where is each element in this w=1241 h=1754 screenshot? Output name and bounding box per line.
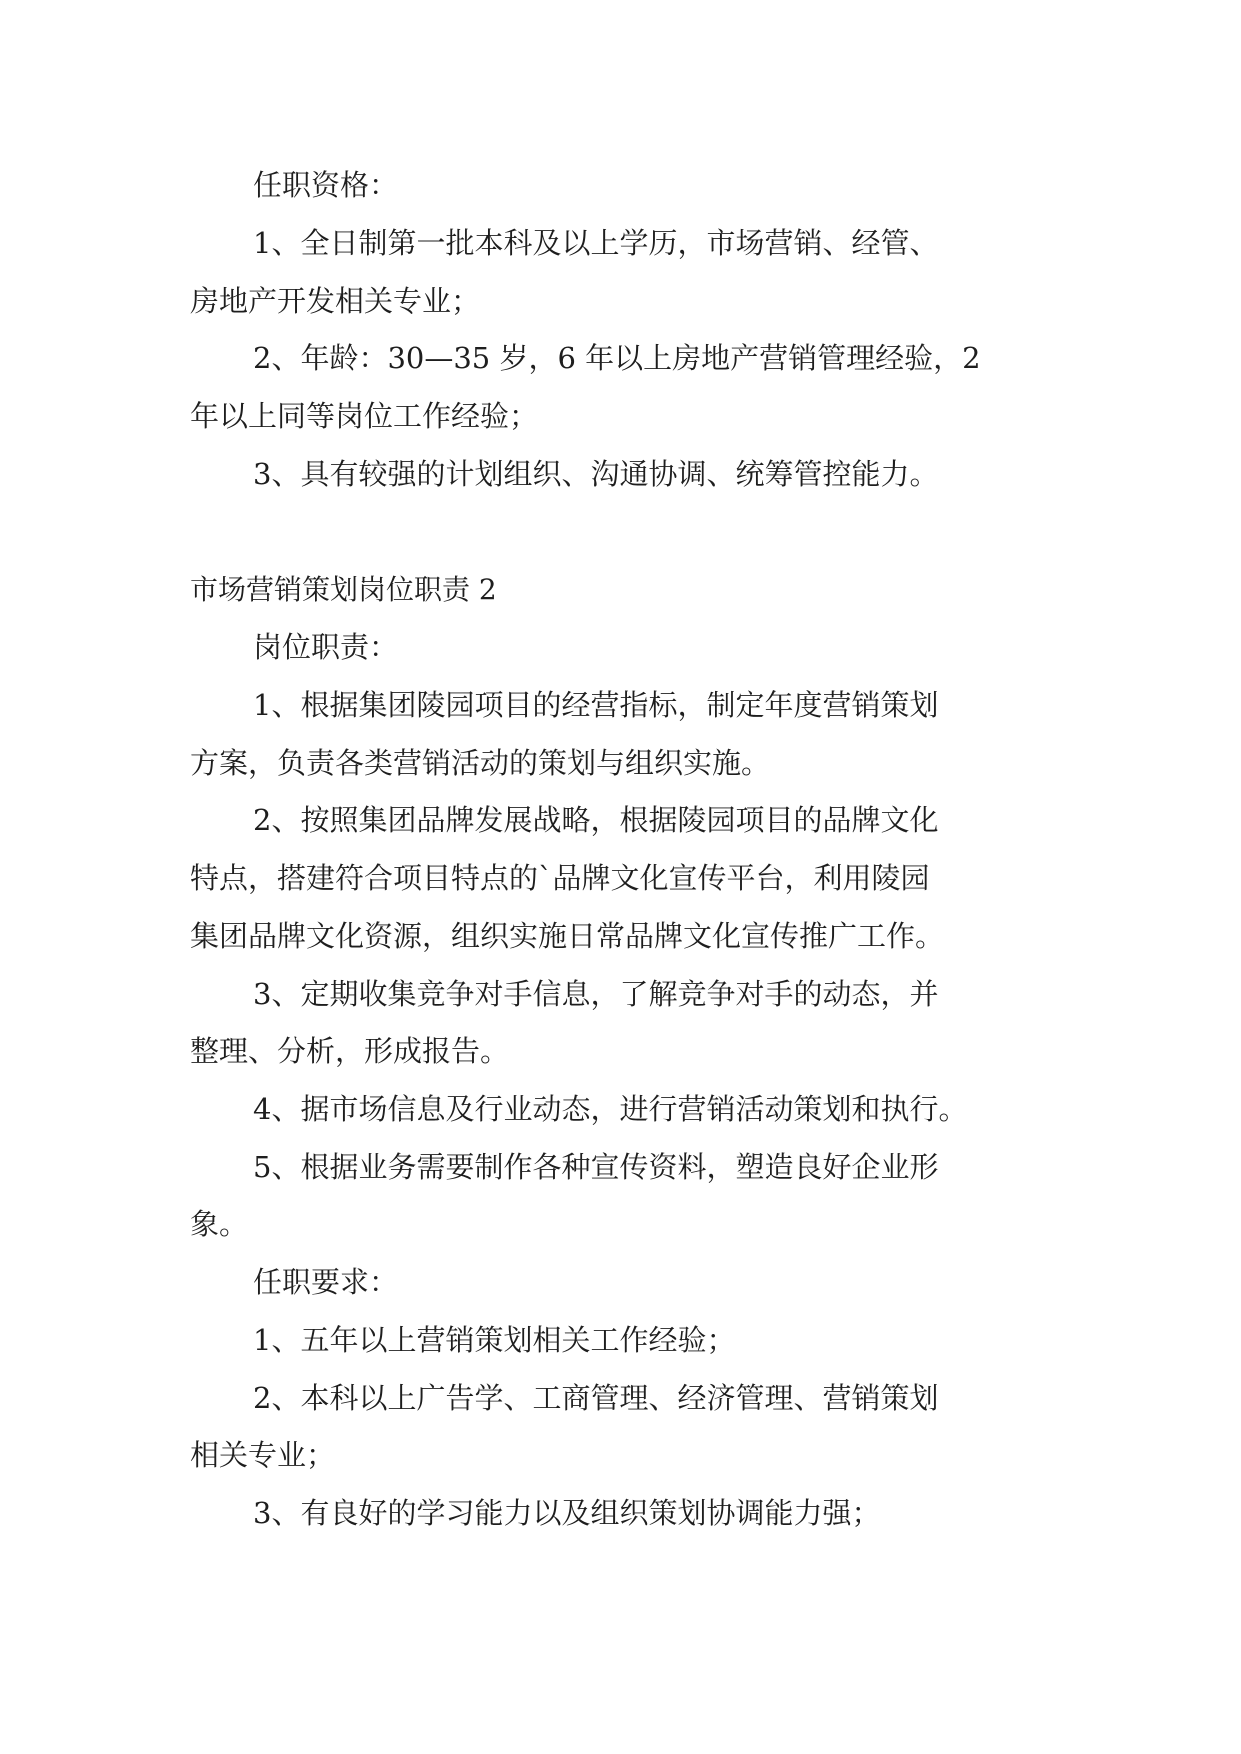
qualification-2-line-1: 2、年龄：30—35 岁，6 年以上房地产营销管理经验，2 <box>253 341 981 375</box>
requirement-1-line-1: 1、五年以上营销策划相关工作经验； <box>253 1323 736 1357</box>
qualification-1-line-2: 房地产开发相关专业； <box>190 284 481 318</box>
requirements-title: 任职要求： <box>253 1265 399 1299</box>
duty-5-line-2: 象。 <box>190 1207 249 1241</box>
duty-2-line-2: 特点，搭建符合项目特点的`品牌文化宣传平台，利用陵园 <box>190 861 930 895</box>
duty-5-line-1: 5、根据业务需要制作各种宣传资料，塑造良好企业形 <box>253 1150 939 1184</box>
duty-2-line-3: 集团品牌文化资源，组织实施日常品牌文化宣传推广工作。 <box>190 919 945 953</box>
qualification-3-line-1: 3、具有较强的计划组织、沟通协调、统筹管控能力。 <box>253 457 939 491</box>
qualification-2-line-2: 年以上同等岗位工作经验； <box>190 399 539 433</box>
section-heading: 市场营销策划岗位职责 2 <box>190 573 497 606</box>
duty-2-line-1: 2、按照集团品牌发展战略，根据陵园项目的品牌文化 <box>253 803 939 837</box>
duty-1-line-2: 方案，负责各类营销活动的策划与组织实施。 <box>190 746 771 780</box>
duties-title: 岗位职责： <box>253 630 399 664</box>
duty-3-line-2: 整理、分析，形成报告。 <box>190 1034 510 1068</box>
qualifications-title: 任职资格： <box>253 168 399 202</box>
requirement-2-line-1: 2、本科以上广告学、工商管理、经济管理、营销策划 <box>253 1381 939 1415</box>
duty-3-line-1: 3、定期收集竞争对手信息，了解竞争对手的动态，并 <box>253 977 939 1011</box>
qualification-1-line-1: 1、全日制第一批本科及以上学历，市场营销、经管、 <box>253 226 939 260</box>
duty-1-line-1: 1、根据集团陵园项目的经营指标，制定年度营销策划 <box>253 688 939 722</box>
requirement-3-line-1: 3、有良好的学习能力以及组织策划协调能力强； <box>253 1496 881 1530</box>
requirement-2-line-2: 相关专业； <box>190 1438 336 1472</box>
duty-4-line-1: 4、据市场信息及行业动态，进行营销活动策划和执行。 <box>253 1092 968 1126</box>
